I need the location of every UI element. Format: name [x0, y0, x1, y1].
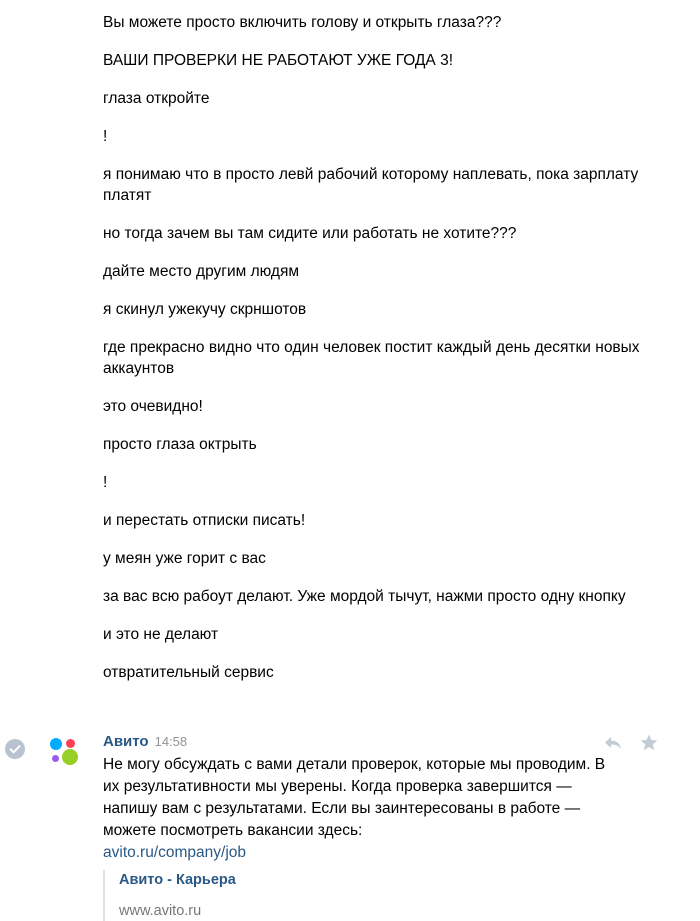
vacancies-link[interactable]: avito.ru/company/job	[103, 844, 247, 861]
message-text: и перестать отписки писать!	[103, 512, 306, 529]
avatar-dot-green	[62, 749, 78, 765]
message-text: я скинул ужекучу скрншотов	[103, 301, 307, 318]
message-text: глаза откройте	[103, 90, 210, 107]
avatar-dot-blue	[50, 738, 62, 750]
star-icon[interactable]	[638, 732, 660, 754]
reply-text: Не могу обсуждать с вами детали проверок, которые мы проводим. В их результативности мы уверены. Когда проверка завершится — напишу вам с результатами. Если вы заинтересованы в работе — можете посмотреть вакансии здесь:	[103, 756, 606, 839]
message-text: ВАШИ ПРОВЕРКИ НЕ РАБОТАЮТ УЖЕ ГОДА 3!	[103, 52, 453, 69]
message-text: просто глаза октрыть	[103, 436, 257, 453]
message-text: у меян уже горит с вас	[103, 550, 266, 567]
message-text: это очевидно!	[103, 398, 203, 415]
message-text: за вас всю рабоут делают. Уже мордой тычут, нажми просто одну кнопку	[103, 588, 626, 605]
message-text: отвратительный сервис	[103, 664, 274, 681]
message-list	[103, 12, 663, 700]
message-text: !	[103, 474, 108, 491]
attachment-title[interactable]: Авито - Карьера	[119, 872, 236, 888]
message-text: дайте место другим людям	[103, 263, 299, 280]
author-name[interactable]: Авито	[103, 733, 149, 750]
checkmark-circle-icon[interactable]	[5, 739, 25, 759]
reply-message	[0, 728, 700, 919]
message-text: и это не делают	[103, 626, 219, 643]
message-text: !	[103, 128, 108, 145]
attachment-domain: www.avito.ru	[119, 903, 202, 919]
reply-header	[103, 732, 623, 752]
message-time[interactable]: 14:58	[154, 734, 188, 749]
message-text: где прекрасно видно что один человек постит каждый день десятки новых аккаунтов	[103, 339, 640, 377]
reply-arrow-icon[interactable]	[602, 732, 624, 754]
avatar[interactable]	[48, 736, 80, 768]
reply-body	[103, 732, 623, 921]
avatar-dot-red	[66, 739, 75, 748]
link-attachment[interactable]	[103, 870, 623, 921]
message-text: Вы можете просто включить голову и открыть глаза???	[103, 14, 502, 31]
message-text: но тогда зачем вы там сидите или работать не хотите???	[103, 225, 517, 242]
avatar-dot-purple	[52, 755, 59, 762]
message-text: я понимаю что в просто левй рабочий которому наплевать, пока зарплату платят	[103, 166, 639, 204]
message-actions	[602, 732, 660, 754]
